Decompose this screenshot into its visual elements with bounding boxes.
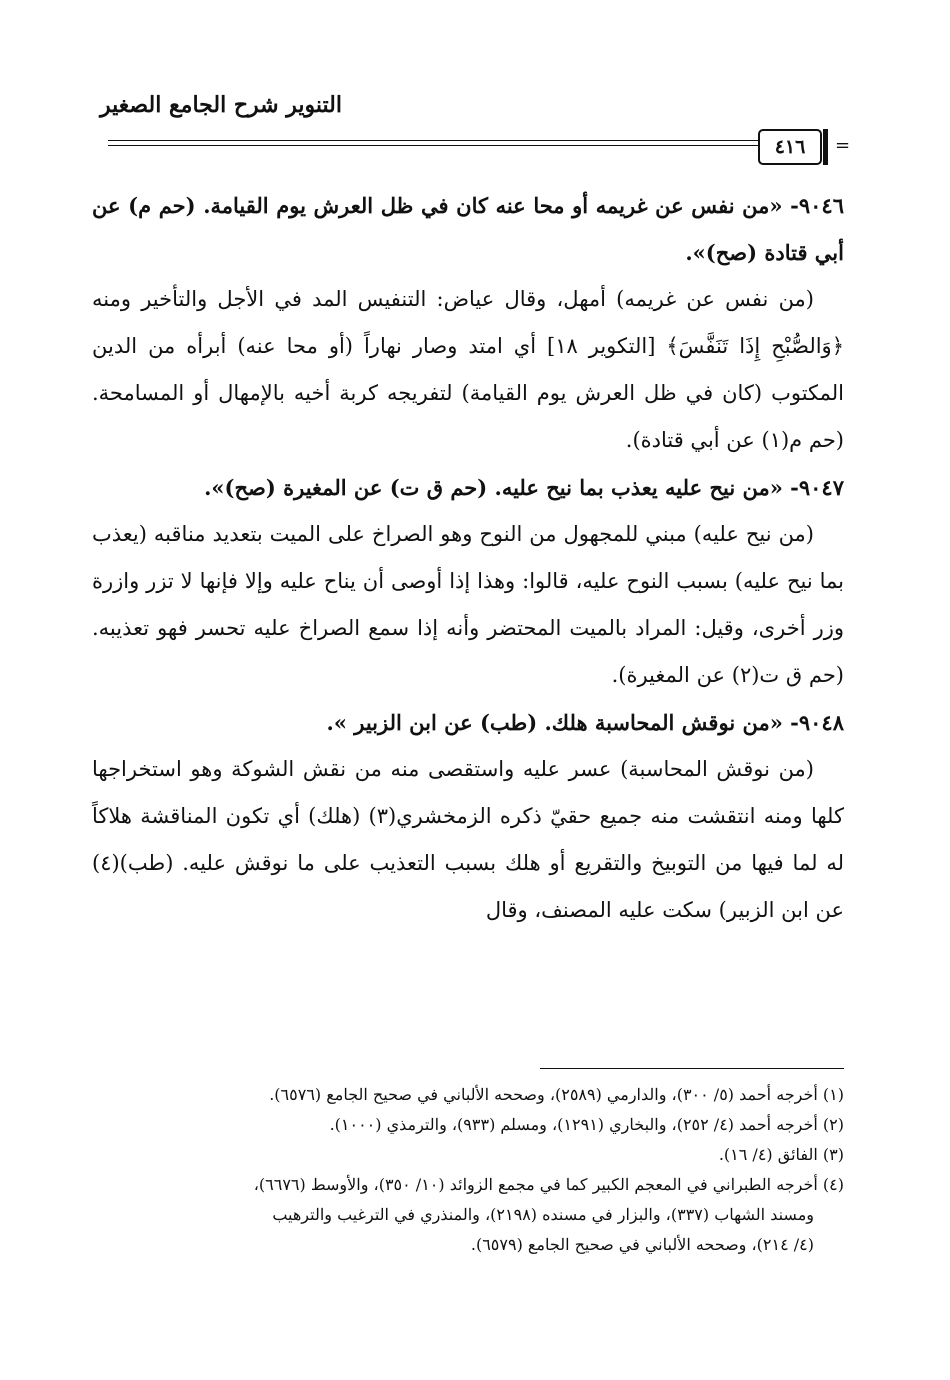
hadith-entry-9047: ٩٠٤٧- «من نيح عليه يعذب بما نيح عليه. (حم ق ت) عن المغيرة (صح)». bbox=[204, 475, 844, 500]
footnotes bbox=[92, 1080, 844, 1260]
footnote-separator bbox=[540, 1068, 844, 1069]
commentary-9048: (من نوقش المحاسبة) عسر عليه واستقصى منه من نقش الشوكة وهو استخراجها كلها ومنه انتقشت منه جميع حقيّ ذكره الزمخشري(٣) (هلك) أي تكون المناقشة هلاكاً له لما فيها من التوبيخ والتقريع أو هلك بسبب التعذيب على ما نوقش عليه. (طب)(٤) عن ابن الزبير) سكت عليه المصنف، وقال bbox=[92, 757, 844, 922]
footnote-4: (٤) أخرجه الطبراني في المعجم الكبير كما في مجمع الزوائد (١٠/ ٣٥٠)، والأوسط (٦٦٧٦)، bbox=[253, 1175, 844, 1194]
footnote-2: (٢) أخرجه أحمد (٤/ ٢٥٢)، والبخاري (١٢٩١)، ومسلم (٩٣٣)، والترمذي (١٠٠٠). bbox=[329, 1115, 844, 1134]
footnote-4-continued: ومسند الشهاب (٣٣٧)، والبزار في مسنده (٢١٩٨)، والمنذري في الترغيب والترهيب bbox=[272, 1205, 814, 1224]
commentary-9047: (من نيح عليه) مبني للمجهول من النوح وهو الصراخ على الميت بتعديد مناقبه (يعذب بما نيح عليه) بسبب النوح عليه، قالوا: وهذا إذا أوصى أن يناح عليه وإلا فإنها لا تزر وازرة وزر أخرى، وقيل: المراد بالميت المحتضر وأنه إذا سمع الصراخ عليه تحسر فهو تعذيبه. (حم ق ت(٢) عن المغيرة). bbox=[92, 522, 844, 687]
footnote-3: (٣) الفائق (٤/ ١٦). bbox=[718, 1145, 844, 1164]
page-number: ٤١٦ bbox=[758, 129, 822, 165]
header-rule-thin bbox=[108, 145, 820, 146]
page-number-mark: = bbox=[835, 135, 851, 156]
hadith-entry-9046: ٩٠٤٦- «من نفس عن غريمه أو محا عنه كان في ظل العرش يوم القيامة. (حم م) عن أبي قتادة (صح)». bbox=[92, 193, 844, 265]
hadith-entry-9048: ٩٠٤٨- «من نوقش المحاسبة هلك. (طب) عن ابن الزبير ». bbox=[326, 710, 844, 735]
page-number-bar bbox=[823, 129, 828, 165]
main-text bbox=[92, 182, 844, 934]
header-rule bbox=[108, 140, 820, 141]
footnote-4-continued-2: (٤/ ٢١٤)، وصححه الألباني في صحيح الجامع (٦٥٧٩). bbox=[470, 1235, 814, 1254]
running-title: التنوير شرح الجامع الصغير bbox=[100, 92, 342, 118]
footnote-1: (١) أخرجه أحمد (٥/ ٣٠٠)، والدارمي (٢٥٨٩)، وصححه الألباني في صحيح الجامع (٦٥٧٦). bbox=[269, 1085, 844, 1104]
commentary-9046: (من نفس عن غريمه) أمهل، وقال عياض: التنفيس المد في الأجل والتأخير ومنه ﴿وَالصُّبْحِ إِذَا تَنَفَّسَ﴾ [التكوير ١٨] أي امتد وصار نهاراً (أو محا عنه) أبرأه من الدين المكتوب (كان في ظل العرش يوم القيامة) لتفريجه كربة أخيه بالإمهال أو المسامحة. (حم م(١) عن أبي قتادة). bbox=[92, 287, 844, 452]
